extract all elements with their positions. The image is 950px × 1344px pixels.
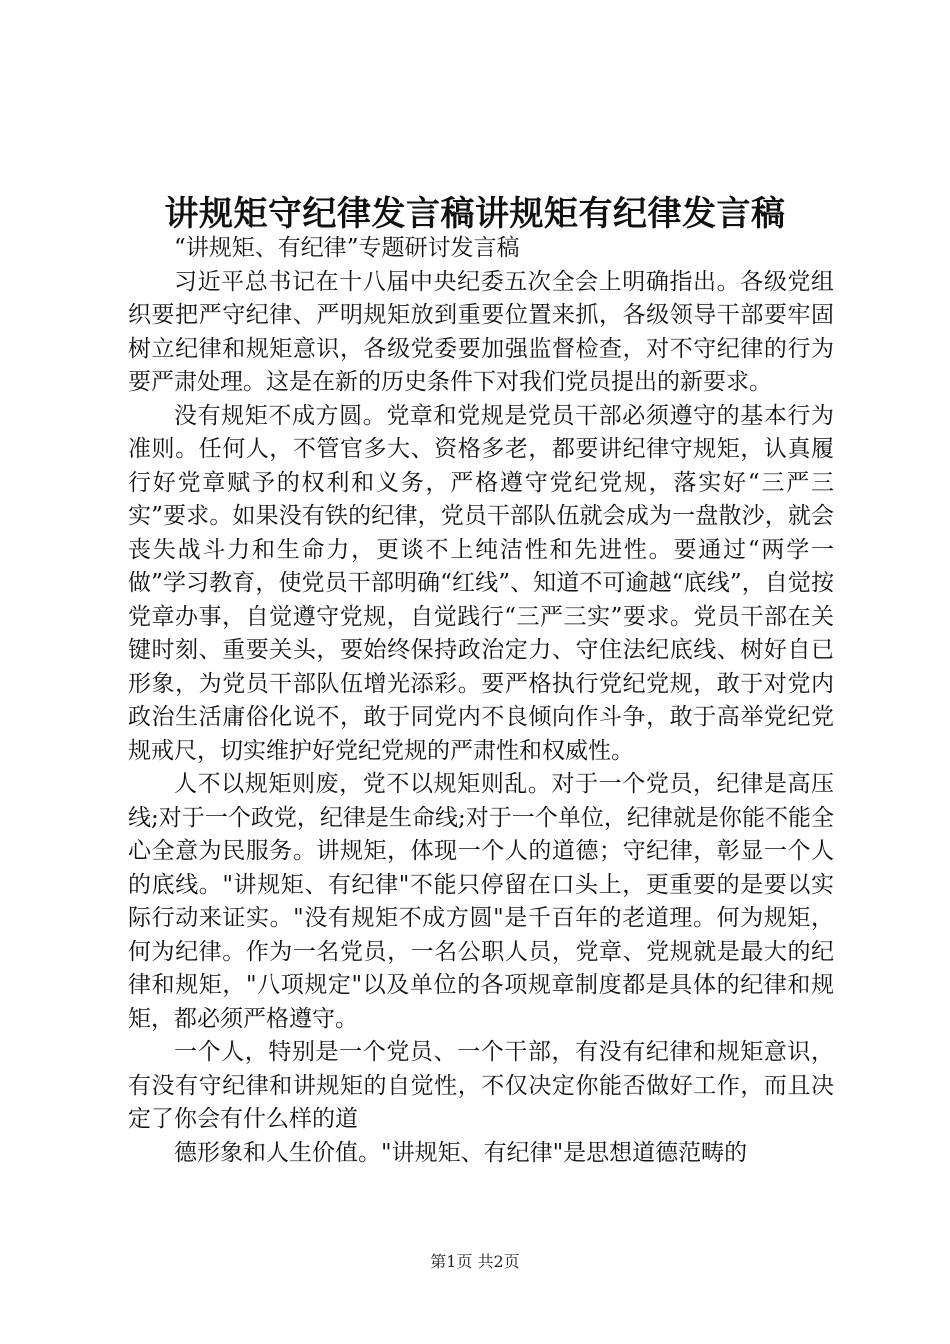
- document-body: [128, 232, 834, 1170]
- document-title: 讲规矩守纪律发言稿讲规矩有纪律发言稿: [164, 194, 786, 234]
- paragraph-3: 人不以规矩则废，党不以规矩则乱。对于一个党员，纪律是高压线;对于一个政党，纪律是生命线;对于一个单位，纪律就是你能不能全心全意为民服务。讲规矩，体现一个人的道德；守纪律，彰显一个人的底线。"讲规矩、有纪律"不能只停留在口头上，更重要的是要以实际行动来证实。"没有规矩不成方圆"是千百年的老道理。何为规矩，何为纪律。作为一名党员，一名公职人员，党章、党规就是最大的纪律和规矩，"八项规定"以及单位的各项规章制度都是具体的纪律和规矩，都必须严格遵守。: [128, 771, 834, 1032]
- page-number-footer: 第1页 共2页: [430, 1252, 520, 1271]
- paragraph-4: 一个人，特别是一个党员、一个干部，有没有纪律和规矩意识，有没有守纪律和讲规矩的自觉性，不仅决定你能否做好工作，而且决定了你会有什么样的道: [128, 1039, 834, 1132]
- paragraph-1: 习近平总书记在十八届中央纪委五次全会上明确指出。各级党组织要把严守纪律、严明规矩放到重要位置来抓，各级领导干部要牢固树立纪律和规矩意识，各级党委要加强监督检查，对不守纪律的行为要严肃处理。这是在新的历史条件下对我们党员提出的新要求。: [128, 268, 834, 395]
- document-subtitle: “讲规矩、有纪律”专题研讨发言稿: [174, 235, 520, 261]
- paragraph-2: 没有规矩不成方圆。党章和党规是党员干部必须遵守的基本行为准则。任何人，不管官多大、资格多老，都要讲纪律守规矩，认真履行好党章赋予的权利和义务，严格遵守党纪党规，落实好“三严三实”要求。如果没有铁的纪律，党员干部队伍就会成为一盘散沙，就会丧失战斗力和生命力，更谈不上纯洁性和先进性。要通过“两学一做”学习教育，使党员干部明确“红线”、知道不可逾越“底线”，自觉按党章办事，自觉遵守党规，自觉践行“三严三实”要求。党员干部在关键时刻、重要关头，要始终保持政治定力、守住法纪底线、树好自已形象，为党员干部队伍增光添彩。要严格执行党纪党规，敢于对党内政治生活庸俗化说不，敢于同党内不良倾向作斗争，敢于高举党纪党规戒尺，切实维护好党纪党规的严肃性和权威性。: [128, 402, 834, 764]
- paragraph-5: 德形象和人生价值。"讲规矩、有纪律"是思想道德范畴的: [174, 1139, 748, 1166]
